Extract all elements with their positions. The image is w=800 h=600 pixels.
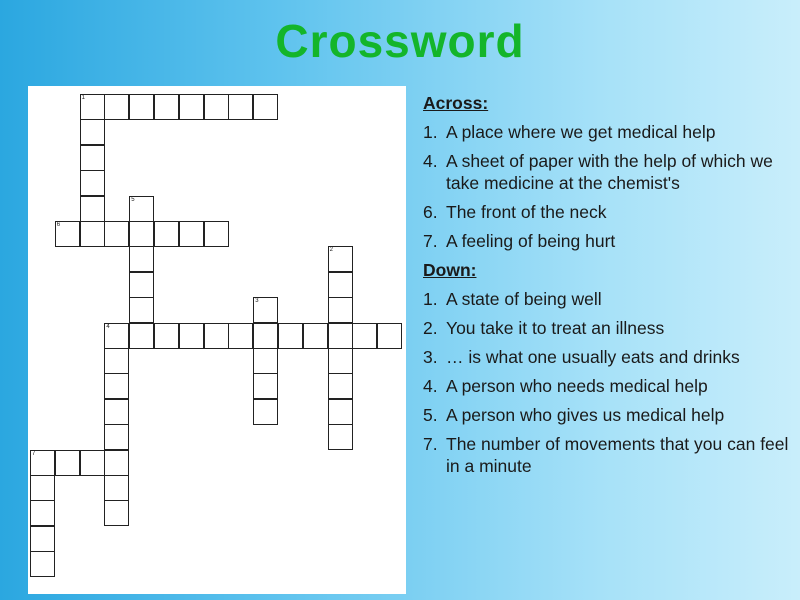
grid-cell[interactable] <box>253 348 278 374</box>
grid-cell[interactable] <box>104 373 129 399</box>
grid-cell[interactable] <box>228 323 253 349</box>
grid-cell[interactable] <box>104 475 129 501</box>
grid-cell[interactable] <box>104 450 129 476</box>
grid-cell-number: 3 <box>255 298 259 305</box>
down-clue-4 <box>423 375 795 397</box>
grid-cell[interactable] <box>80 119 105 145</box>
clue-text: The front of the neck <box>446 202 607 222</box>
grid-cell[interactable] <box>154 94 179 120</box>
clue-text: You take it to treat an illness <box>446 318 665 338</box>
grid-cell[interactable] <box>253 297 278 323</box>
grid-cell[interactable] <box>352 323 377 349</box>
grid-cell[interactable] <box>253 399 278 425</box>
grid-cell[interactable] <box>30 475 55 501</box>
clue-text: A sheet of paper with the help of which we take medicine at the chemist's <box>446 151 773 193</box>
grid-cell[interactable] <box>377 323 402 349</box>
grid-cell[interactable] <box>80 170 105 196</box>
grid-cell[interactable] <box>104 221 129 247</box>
grid-cell[interactable] <box>204 94 229 120</box>
grid-cell-number: 2 <box>329 247 333 254</box>
grid-cell[interactable] <box>55 221 80 247</box>
grid-cell[interactable] <box>80 196 105 222</box>
down-clue-2 <box>423 317 795 339</box>
grid-cell[interactable] <box>80 450 105 476</box>
across-clue-7 <box>423 230 795 252</box>
grid-cell[interactable] <box>104 348 129 374</box>
grid-cell[interactable] <box>328 246 353 272</box>
grid-cell[interactable] <box>129 221 154 247</box>
grid-cell[interactable] <box>328 424 353 450</box>
clue-number: 6. <box>423 202 438 222</box>
clue-number: 7. <box>423 231 438 251</box>
clue-text: A place where we get medical help <box>446 122 716 142</box>
across-clue-list <box>423 121 795 252</box>
grid-cell-number: 6 <box>56 222 61 228</box>
grid-cell[interactable] <box>129 246 154 272</box>
grid-cell[interactable] <box>204 323 229 349</box>
clue-text: A state of being well <box>446 289 602 309</box>
crossword-grid-panel <box>28 86 406 594</box>
down-clue-7 <box>423 433 795 477</box>
down-clue-list <box>423 288 795 477</box>
grid-cell[interactable] <box>129 323 154 349</box>
grid-cell[interactable] <box>228 94 253 120</box>
grid-cell[interactable] <box>253 373 278 399</box>
clue-number: 1. <box>423 289 438 309</box>
across-heading: Across: <box>423 93 489 113</box>
grid-cell[interactable] <box>104 399 129 425</box>
grid-cell[interactable] <box>328 348 353 374</box>
grid-cell[interactable] <box>80 94 105 120</box>
clue-number: 2. <box>423 318 438 338</box>
clue-text: The number of movements that you can feel in a minute <box>446 434 789 476</box>
grid-cell[interactable] <box>129 94 154 120</box>
page-title: Crossword <box>275 15 525 67</box>
clue-text: … is what one usually eats and drinks <box>446 347 740 367</box>
grid-cell[interactable] <box>278 323 303 349</box>
grid-cell[interactable] <box>179 221 204 247</box>
grid-cell[interactable] <box>30 450 55 476</box>
clue-number: 4. <box>423 151 438 171</box>
grid-cell[interactable] <box>30 526 55 552</box>
across-clue-4 <box>423 150 795 194</box>
crossword-grid <box>28 86 406 594</box>
down-clue-3 <box>423 346 795 368</box>
grid-cell[interactable] <box>80 145 105 171</box>
grid-cell[interactable] <box>104 94 129 120</box>
grid-cell[interactable] <box>104 500 129 526</box>
down-clue-5 <box>423 404 795 426</box>
grid-cell[interactable] <box>129 196 154 222</box>
grid-cell[interactable] <box>328 272 353 298</box>
clue-text: A person who needs medical help <box>446 376 708 396</box>
grid-cell-number: 5 <box>131 196 135 203</box>
grid-cell-number: 1 <box>81 95 85 101</box>
grid-cell[interactable] <box>179 323 204 349</box>
grid-cell[interactable] <box>328 297 353 323</box>
grid-cell[interactable] <box>179 94 204 120</box>
grid-cell[interactable] <box>154 221 179 247</box>
grid-cell[interactable] <box>30 551 55 577</box>
clue-number: 3. <box>423 347 438 367</box>
grid-cell[interactable] <box>104 323 129 349</box>
grid-cell-number: 4 <box>106 323 110 330</box>
grid-cell[interactable] <box>154 323 179 349</box>
grid-cell[interactable] <box>204 221 229 247</box>
grid-cell[interactable] <box>104 424 129 450</box>
grid-cell[interactable] <box>253 94 278 120</box>
grid-cell[interactable] <box>328 399 353 425</box>
grid-cell[interactable] <box>55 450 80 476</box>
grid-cell[interactable] <box>129 297 154 323</box>
grid-cell[interactable] <box>253 323 278 349</box>
grid-cell[interactable] <box>328 323 353 349</box>
clue-number: 1. <box>423 122 438 142</box>
clues-panel <box>423 92 795 484</box>
down-heading: Down: <box>423 260 477 280</box>
across-clue-1 <box>423 121 795 143</box>
clue-number: 7. <box>423 434 438 454</box>
grid-cell[interactable] <box>129 272 154 298</box>
clue-number: 4. <box>423 376 438 396</box>
clue-number: 5. <box>423 405 438 425</box>
grid-cell[interactable] <box>80 221 105 247</box>
grid-cell[interactable] <box>303 323 328 349</box>
grid-cell-number: 7 <box>32 450 36 457</box>
across-clue-6 <box>423 201 795 223</box>
down-clue-1 <box>423 288 795 310</box>
grid-cell[interactable] <box>328 373 353 399</box>
grid-cell[interactable] <box>30 500 55 526</box>
clue-text: A person who gives us medical help <box>446 405 725 425</box>
clue-text: A feeling of being hurt <box>446 231 616 251</box>
